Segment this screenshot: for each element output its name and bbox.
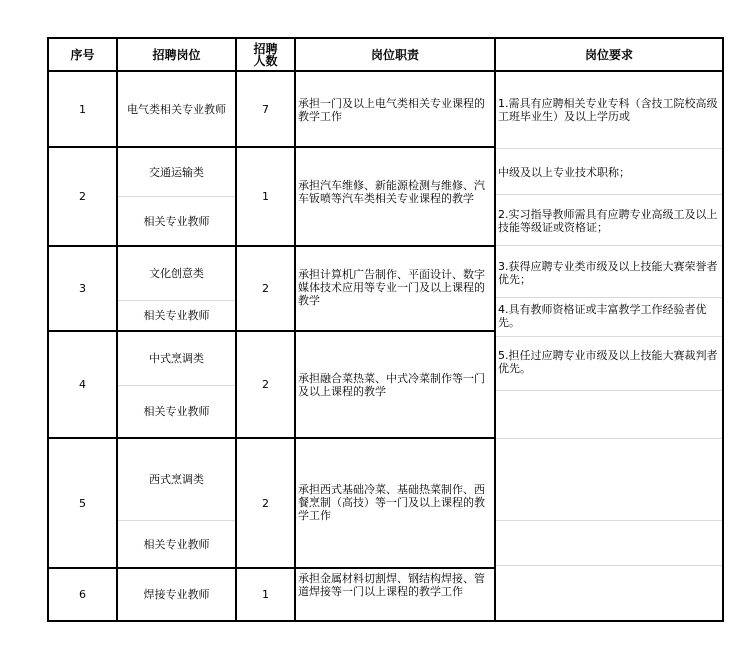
row-duty: 承担汽车维修、新能源检测与维修、汽车钣喷等汽车类相关专业课程的教学 xyxy=(298,179,485,205)
divider xyxy=(496,245,722,246)
row-no: 6 xyxy=(79,588,86,601)
row-count: 7 xyxy=(262,102,269,116)
divider xyxy=(496,336,722,337)
row-no: 5 xyxy=(79,496,86,510)
requirement-item: 中级及以上专业技术职称； xyxy=(498,166,630,179)
row-position-sub: 相关专业教师 xyxy=(143,309,210,322)
row-count: 1 xyxy=(262,588,269,601)
divider xyxy=(496,520,722,521)
header-duty: 岗位职责 xyxy=(370,47,419,62)
header-count: 招聘 人数 xyxy=(253,41,278,68)
row-count: 2 xyxy=(262,378,269,391)
divider xyxy=(496,194,722,195)
rule xyxy=(47,620,724,622)
row-position: 焊接专业教师 xyxy=(143,588,210,601)
row-duty: 承担融合菜热菜、中式冷菜制作等一门及以上课程的教学 xyxy=(298,372,485,398)
divider xyxy=(496,297,722,298)
header-no: 序号 xyxy=(70,47,95,62)
row-duty: 承担一门及以上电气类相关专业课程的教学工作 xyxy=(298,97,485,123)
row-position-sub: 相关专业教师 xyxy=(143,537,210,551)
requirement-item: 4.具有教师资格证或丰富教学工作经验者优先。 xyxy=(498,303,707,329)
row-duty: 承担金属材料切割焊、钢结构焊接、管道焊接等一门以上课程的教学工作 xyxy=(298,572,485,598)
row-no: 1 xyxy=(79,102,86,116)
header-requirements: 岗位要求 xyxy=(584,47,633,62)
row-position-sub: 相关专业教师 xyxy=(143,214,210,228)
row-no: 3 xyxy=(79,282,86,295)
row-position: 交通运输类 xyxy=(149,165,204,179)
row-no: 4 xyxy=(79,378,86,391)
rule xyxy=(494,37,496,622)
divider xyxy=(496,390,722,391)
divider xyxy=(496,438,722,439)
requirement-item: 5.担任过应聘专业市级及以上技能大赛裁判者优先。 xyxy=(498,349,718,375)
row-no: 2 xyxy=(79,190,86,203)
row-count: 2 xyxy=(262,496,269,510)
row-count: 1 xyxy=(262,190,269,203)
row-position: 电气类相关专业教师 xyxy=(127,102,226,116)
row-count: 2 xyxy=(262,282,269,295)
row-position-sub: 相关专业教师 xyxy=(143,405,210,418)
header-position: 招聘岗位 xyxy=(152,47,201,62)
divider xyxy=(496,148,722,149)
requirement-item: 3.获得应聘专业类市级及以上技能大赛荣誉者优先； xyxy=(498,260,718,286)
row-duty: 承担计算机广告制作、平面设计、数字媒体技术应用等专业一门及以上课程的教学 xyxy=(298,268,485,307)
divider xyxy=(496,565,722,566)
requirement-item: 1.需具有应聘相关专业专科（含技工院校高级工班毕业生）及以上学历或 xyxy=(498,97,718,123)
row-duty: 承担西式基础冷菜、基础热菜制作、西餐烹制（高技）等一门及以上课程的教学工作 xyxy=(298,483,485,522)
row-position: 中式烹调类 xyxy=(149,352,204,365)
requirement-item: 2.实习指导教师需具有应聘专业高级工及以上技能等级证或资格证； xyxy=(498,208,718,234)
row-position: 西式烹调类 xyxy=(149,473,204,486)
row-position: 文化创意类 xyxy=(149,267,204,280)
rule xyxy=(294,37,296,622)
rule xyxy=(722,37,724,622)
